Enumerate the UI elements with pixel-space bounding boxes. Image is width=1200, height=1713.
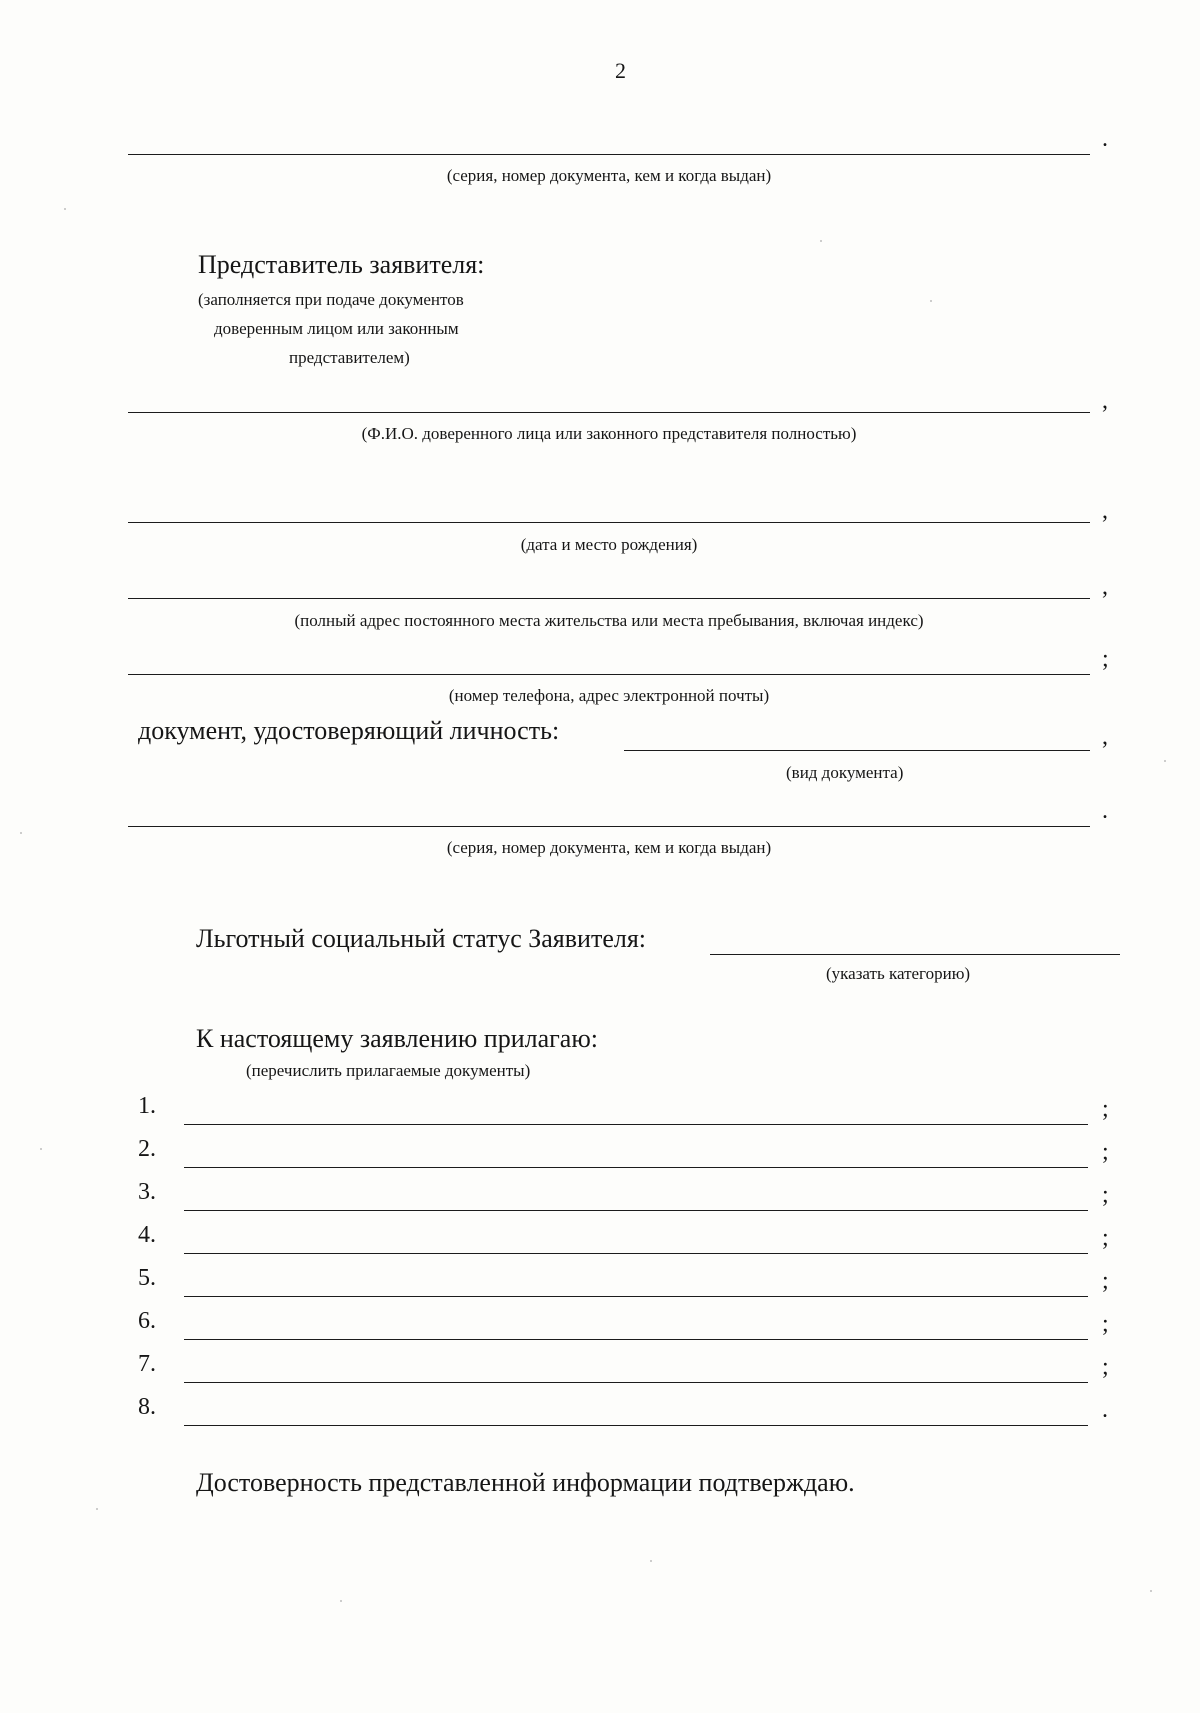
end-mark: ; — [1102, 1268, 1109, 1294]
item-number: 4. — [138, 1222, 156, 1248]
end-mark: ; — [1102, 1225, 1109, 1251]
end-mark: . — [1102, 1397, 1108, 1423]
attachment-field[interactable] — [184, 1210, 1088, 1211]
end-mark: , — [1102, 574, 1108, 600]
end-mark: ; — [1102, 1311, 1109, 1337]
field-caption: (указать категорию) — [826, 964, 971, 983]
attachment-field[interactable] — [184, 1296, 1088, 1297]
end-mark: , — [1102, 498, 1108, 524]
field-caption: (Ф.И.О. доверенного лица или законного представителя полностью) — [361, 424, 857, 443]
representative-name-field[interactable] — [128, 412, 1090, 413]
field-caption: (вид документа) — [786, 763, 904, 782]
field-caption: (серия, номер документа, кем и когда выдан) — [446, 838, 772, 857]
field-caption: (серия, номер документа, кем и когда выдан) — [446, 166, 772, 185]
attachment-field[interactable] — [184, 1339, 1088, 1340]
end-mark: ; — [1102, 1139, 1109, 1165]
representative-note-line: доверенным лицом или законным — [214, 319, 459, 338]
attachment-field[interactable] — [184, 1124, 1088, 1125]
end-mark: ; — [1102, 1354, 1109, 1380]
end-mark: ; — [1102, 1096, 1109, 1122]
representative-note-line: (заполняется при подаче документов — [198, 290, 464, 309]
item-number: 2. — [138, 1136, 156, 1162]
item-number: 7. — [138, 1351, 156, 1377]
end-mark: , — [1102, 388, 1108, 414]
status-category-field[interactable] — [710, 954, 1120, 955]
end-mark: . — [1102, 126, 1108, 152]
confirmation-statement: Достоверность представленной информации подтверждаю. — [196, 1468, 855, 1497]
attachments-note: (перечислить прилагаемые документы) — [246, 1061, 531, 1080]
attachments-heading: К настоящему заявлению прилагаю: — [196, 1024, 598, 1053]
item-number: 6. — [138, 1308, 156, 1334]
attachment-field[interactable] — [184, 1425, 1088, 1426]
phone-email-field[interactable] — [128, 674, 1090, 675]
address-field[interactable] — [128, 598, 1090, 599]
page-number: 2 — [615, 58, 626, 83]
attachment-field[interactable] — [184, 1167, 1088, 1168]
document-series-field[interactable] — [128, 154, 1090, 155]
representative-note-line: представителем) — [289, 348, 410, 367]
birth-date-place-field[interactable] — [128, 522, 1090, 523]
end-mark: . — [1102, 798, 1108, 824]
field-caption: (номер телефона, адрес электронной почты) — [448, 686, 770, 705]
end-mark: , — [1102, 724, 1108, 750]
representative-heading: Представитель заявителя: — [198, 250, 485, 279]
end-mark: ; — [1102, 646, 1109, 672]
id-document-series-field[interactable] — [128, 826, 1090, 827]
status-label: Льготный социальный статус Заявителя: — [196, 924, 647, 953]
attachment-field[interactable] — [184, 1382, 1088, 1383]
field-caption: (полный адрес постоянного места жительства или места пребывания, включая индекс) — [294, 611, 924, 630]
end-mark: ; — [1102, 1182, 1109, 1208]
item-number: 1. — [138, 1093, 156, 1119]
item-number: 8. — [138, 1394, 156, 1420]
item-number: 5. — [138, 1265, 156, 1291]
field-caption: (дата и место рождения) — [520, 535, 698, 554]
item-number: 3. — [138, 1179, 156, 1205]
id-document-type-field[interactable] — [624, 750, 1090, 751]
attachment-field[interactable] — [184, 1253, 1088, 1254]
id-document-label: документ, удостоверяющий личность: — [138, 716, 560, 745]
